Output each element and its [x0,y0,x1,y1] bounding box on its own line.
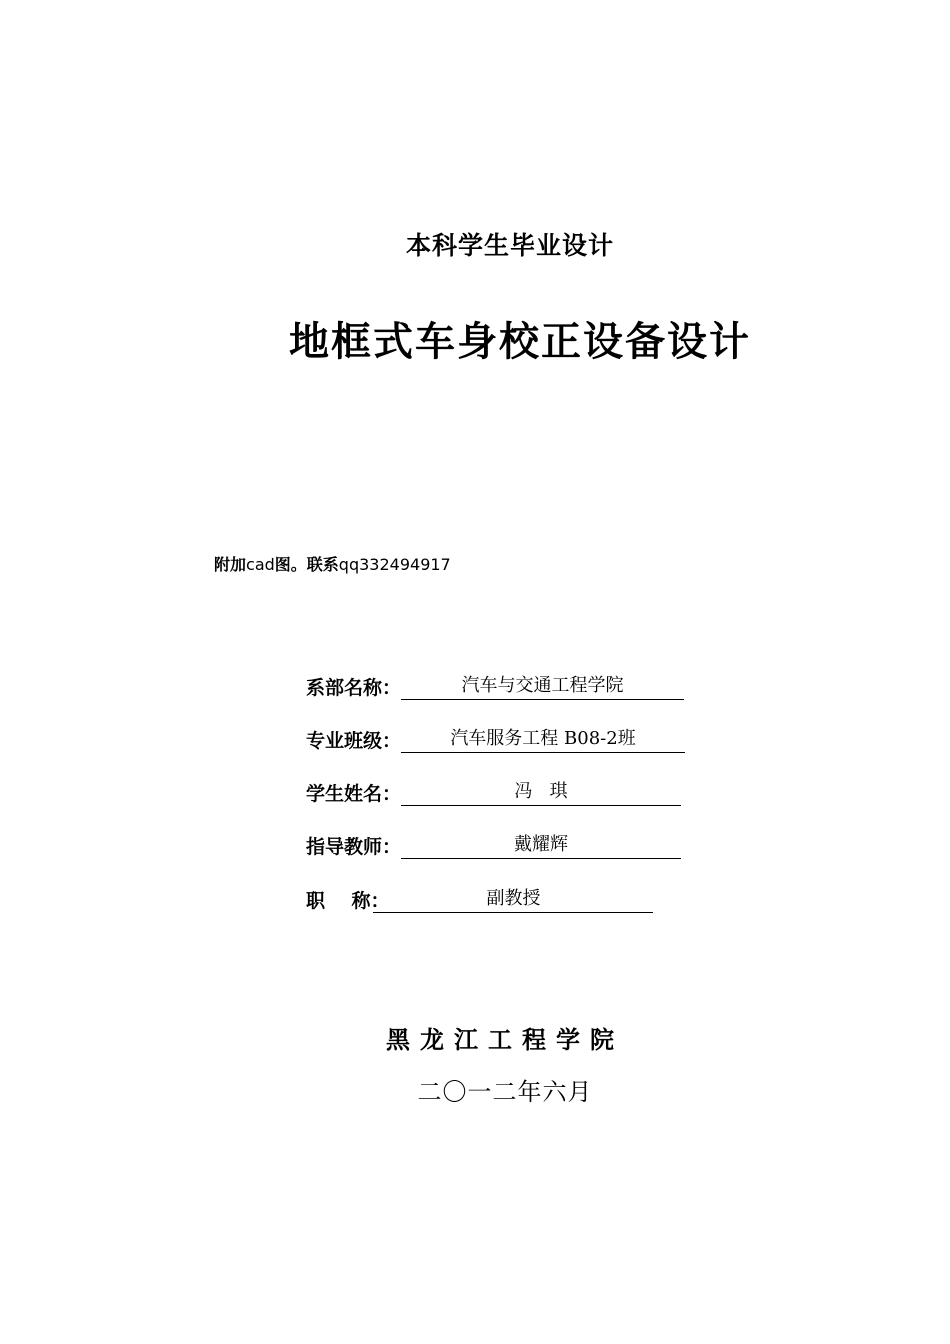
field-label-department: 系部名称： [306,677,402,699]
field-value-class: 汽车服务工程 B08-2班 [401,727,685,753]
field-row-advisor [306,829,681,859]
field-value-title: 副教授 [373,887,653,913]
field-value-department: 汽车与交通工程学院 [401,674,684,700]
field-row-student [306,776,681,806]
note-qq: qq332494917 [338,555,451,574]
note-prefix: 附加 [214,555,247,574]
field-label-student: 学生姓名： [306,783,402,805]
thesis-title: 地框式车身校正设备设计 [289,319,751,365]
field-value-advisor: 戴耀辉 [401,833,681,859]
field-label-advisor: 指导教师： [306,836,402,858]
field-label-class: 专业班级： [306,730,402,752]
note-cad: cad [246,555,275,574]
field-value-student: 冯 琪 [401,780,681,806]
note-mid: 图。联系 [274,555,339,574]
school-name: 黑龙江工程学院 [386,1026,624,1054]
cover-date: 二〇一二年六月 [417,1078,593,1106]
field-row-class [306,723,685,753]
field-row-title [306,883,653,913]
degree-subtitle: 本科学生毕业设计 [405,231,614,260]
field-row-department [306,670,684,700]
contact-note [214,552,451,575]
field-label-title: 职 称： [306,890,390,912]
